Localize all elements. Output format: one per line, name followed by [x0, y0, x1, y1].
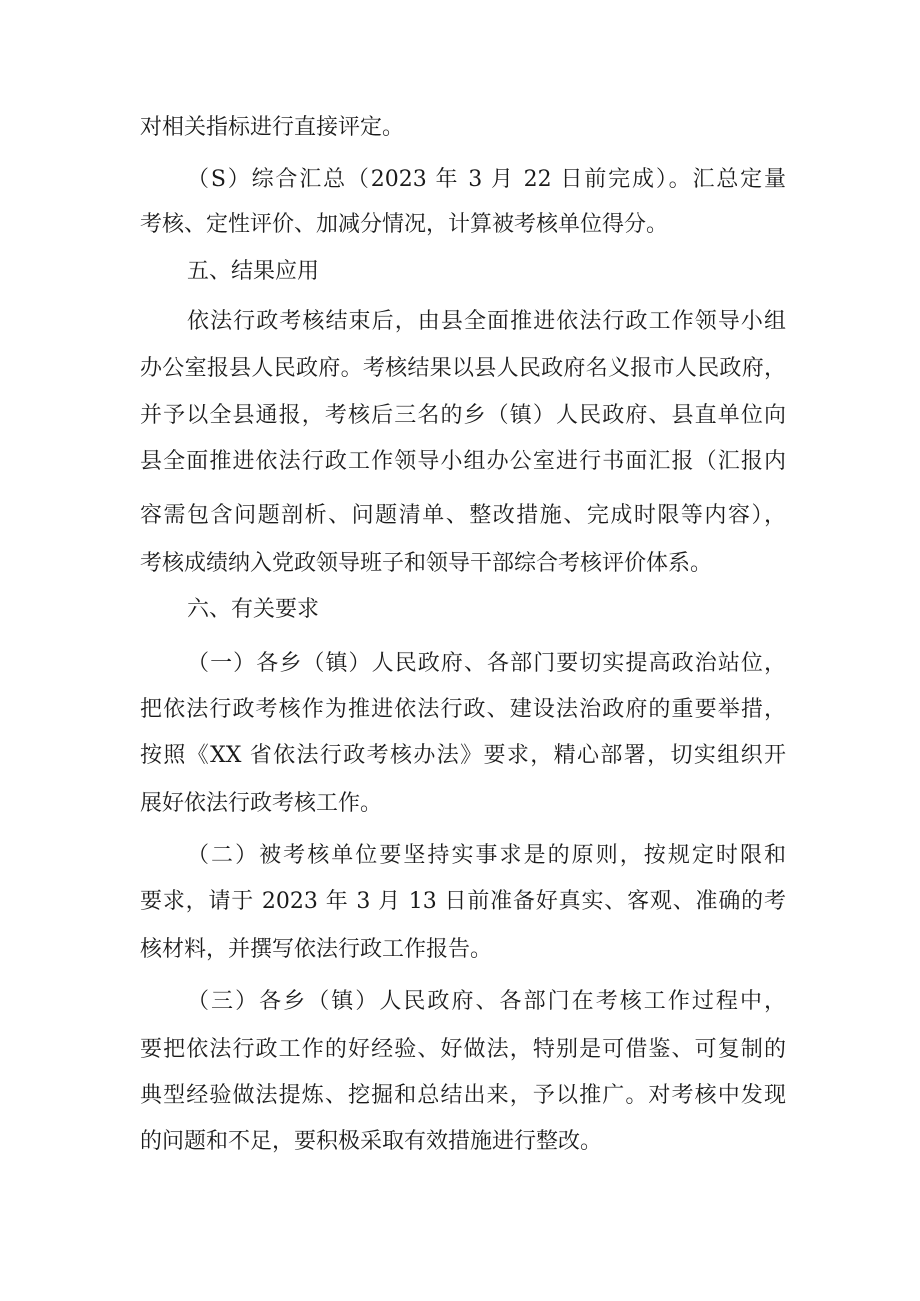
text-line: （一）各乡（镇）人民政府、各部门要切实提高政治站位， [187, 651, 786, 676]
text-line: （三）各乡（镇）人民政府、各部门在考核工作过程中， [187, 989, 786, 1014]
text-line: （二）被考核单位要坚持实事求是的原则，按规定时限和 [187, 843, 786, 868]
text-line: 典型经验做法提炼、挖掘和总结出来，予以推广。对考核中发现 [140, 1083, 786, 1108]
text-line: 考核、定性评价、加减分情况，计算被考核单位得分。 [140, 212, 669, 237]
text-line: 对相关指标进行直接评定。 [140, 115, 405, 140]
text-line: 展好依法行政考核工作。 [140, 791, 383, 816]
text-line: 要把依法行政工作的好经验、好做法，特别是可借鉴、可复制的 [140, 1037, 786, 1062]
section-heading: 五、结果应用 [187, 259, 320, 284]
text-line: 考核成绩纳入党政领导班子和领导干部综合考核评价体系。 [140, 551, 713, 576]
section-heading: 六、有关要求 [187, 597, 320, 622]
text-line: （S）综合汇总（2023 年 3 月 22 日前完成）。汇总定量 [187, 167, 786, 192]
text-line: 按照《XX 省依法行政考核办法》要求，精心部署，切实组织开 [140, 743, 786, 768]
text-line: 的问题和不足，要积极采取有效措施进行整改。 [140, 1129, 603, 1154]
text-line: 容需包含问题剖析、问题清单、整改措施、完成时限等内容）， [140, 503, 786, 528]
text-line: 核材料，并撰写依法行政工作报告。 [140, 937, 493, 962]
text-line: 把依法行政考核作为推进依法行政、建设法治政府的重要举措， [140, 697, 786, 722]
text-line: 依法行政考核结束后，由县全面推进依法行政工作领导小组 [187, 309, 786, 334]
text-line: 并予以全县通报，考核后三名的乡（镇）人民政府、县直单位向 [140, 403, 786, 428]
text-line: 办公室报县人民政府。考核结果以县人民政府名义报市人民政府， [140, 356, 786, 381]
text-line: 要求，请于 2023 年 3 月 13 日前准备好真实、客观、准确的考 [140, 889, 786, 914]
text-line: 县全面推进依法行政工作领导小组办公室进行书面汇报（汇报内 [140, 449, 786, 474]
